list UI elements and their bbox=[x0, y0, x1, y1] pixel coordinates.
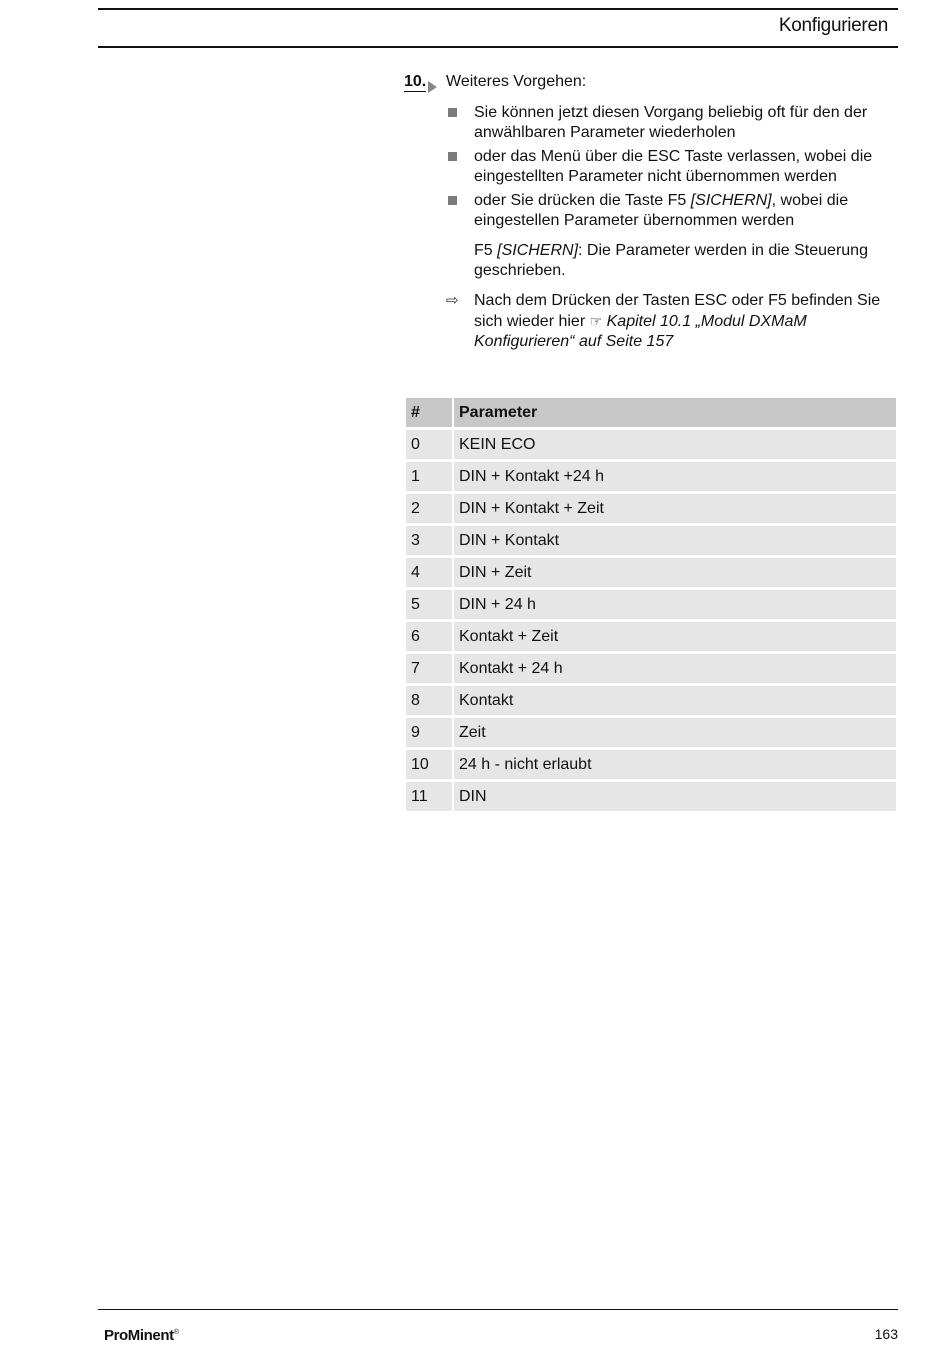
table-row bbox=[406, 590, 896, 619]
step-section bbox=[404, 72, 898, 352]
row-parameter: DIN + Kontakt +24 h bbox=[454, 462, 896, 491]
table-row bbox=[406, 558, 896, 587]
header-top-rule bbox=[98, 8, 898, 10]
row-number: 7 bbox=[406, 654, 452, 683]
table-header-row bbox=[406, 398, 896, 427]
step-heading bbox=[404, 72, 898, 92]
bullet-item: Sie können jetzt diesen Vorgang beliebig oft für den der anwählbaren Parameter wiederholen bbox=[446, 103, 898, 143]
page-header-title: Konfigurieren bbox=[778, 15, 888, 36]
step-note: F5 [SICHERN]: Die Parameter werden in die Steuerung geschrieben. bbox=[474, 242, 868, 279]
row-number: 0 bbox=[406, 430, 452, 459]
row-number: 5 bbox=[406, 590, 452, 619]
header-bottom-rule bbox=[98, 46, 898, 48]
step-title: Weiteres Vorgehen: bbox=[446, 73, 587, 90]
table-row bbox=[406, 430, 896, 459]
bullet-item: oder das Menü über die ESC Taste verlassen, wobei die eingestellten Parameter nicht übernommen werden bbox=[446, 147, 898, 187]
square-bullet-icon bbox=[448, 108, 457, 117]
column-header-parameter: Parameter bbox=[454, 398, 896, 427]
row-parameter: Zeit bbox=[454, 718, 896, 747]
row-parameter: Kontakt bbox=[454, 686, 896, 715]
row-number: 6 bbox=[406, 622, 452, 651]
key-label: [SICHERN] bbox=[690, 192, 772, 209]
table-row bbox=[406, 782, 896, 811]
table-row bbox=[406, 494, 896, 523]
row-number: 2 bbox=[406, 494, 452, 523]
row-number: 8 bbox=[406, 686, 452, 715]
step-arrow-icon bbox=[428, 81, 437, 93]
table-row bbox=[406, 526, 896, 555]
chapter-reference-link[interactable]: ☞ Kapitel 10.1 „Modul DXMaM Konfigurieren“ auf Seite 157 bbox=[474, 313, 807, 350]
bullet-item: oder Sie drücken die Taste F5 [SICHERN], wobei die eingestellen Parameter übernommen werden bbox=[446, 191, 898, 231]
table-row bbox=[406, 654, 896, 683]
step-bullet-list bbox=[446, 103, 898, 231]
page-number: 163 bbox=[874, 1326, 898, 1342]
parameter-table bbox=[404, 395, 898, 814]
row-parameter: DIN + Kontakt + Zeit bbox=[454, 494, 896, 523]
row-parameter: Kontakt + 24 h bbox=[454, 654, 896, 683]
square-bullet-icon bbox=[448, 196, 457, 205]
row-number: 4 bbox=[406, 558, 452, 587]
pointing-hand-icon: ☞ bbox=[589, 313, 603, 329]
square-bullet-icon bbox=[448, 152, 457, 161]
row-parameter: DIN bbox=[454, 782, 896, 811]
key-label: [SICHERN] bbox=[497, 242, 579, 259]
table-row bbox=[406, 462, 896, 491]
row-parameter: DIN + 24 h bbox=[454, 590, 896, 619]
row-parameter: KEIN ECO bbox=[454, 430, 896, 459]
row-number: 1 bbox=[406, 462, 452, 491]
row-parameter: 24 h - nicht erlaubt bbox=[454, 750, 896, 779]
step-number: 10. bbox=[404, 72, 446, 92]
row-parameter: DIN + Kontakt bbox=[454, 526, 896, 555]
step-result: ⇨ Nach dem Drücken der Tasten ESC oder F5 befinden Sie sich wieder hier ☞ Kapitel 10.1 „Modul DXMaM Konfigurieren“ auf Seite 157 bbox=[446, 292, 881, 350]
arrow-right-outline-icon: ⇨ bbox=[446, 292, 459, 309]
table-row bbox=[406, 750, 896, 779]
row-number: 11 bbox=[406, 782, 452, 811]
table-row bbox=[406, 686, 896, 715]
prominent-logo: ProMinent® bbox=[104, 1327, 179, 1344]
table-row bbox=[406, 622, 896, 651]
footer-rule bbox=[98, 1309, 898, 1310]
row-number: 3 bbox=[406, 526, 452, 555]
column-header-number: # bbox=[406, 398, 452, 427]
table-row bbox=[406, 718, 896, 747]
row-number: 9 bbox=[406, 718, 452, 747]
row-parameter: DIN + Zeit bbox=[454, 558, 896, 587]
row-number: 10 bbox=[406, 750, 452, 779]
row-parameter: Kontakt + Zeit bbox=[454, 622, 896, 651]
